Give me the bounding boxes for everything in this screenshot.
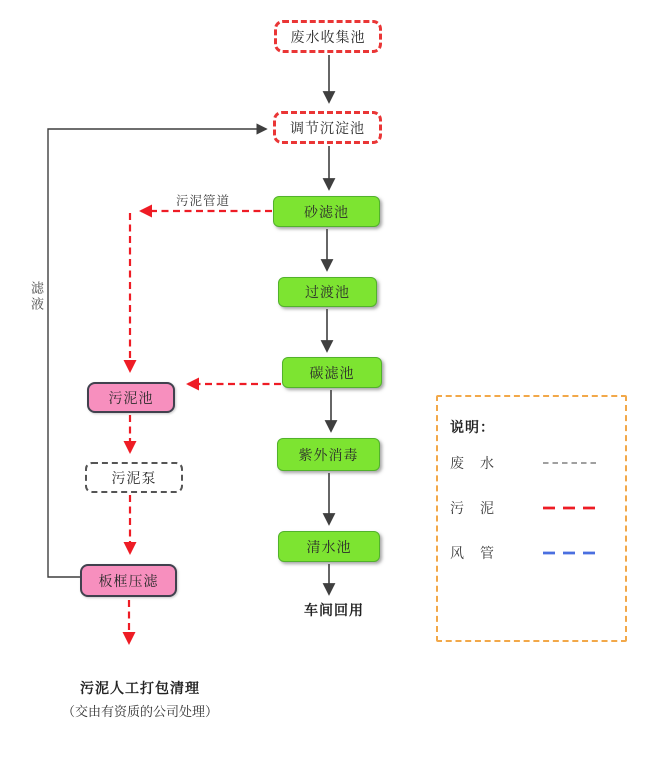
legend-label-wastewater: 废 水 (450, 455, 495, 471)
node-uv-disinfection: 紫外消毒 (277, 438, 380, 471)
legend-label-sludge: 污 泥 (450, 500, 495, 516)
label-filtrate: 滤液 (29, 281, 44, 313)
legend (436, 395, 627, 642)
node-sludge-pump: 污泥泵 (85, 462, 183, 493)
legend-title: 说明： (450, 419, 495, 435)
final-disposal-line2: （交由有资质的公司处理） (61, 704, 218, 719)
legend-item-air-duct (450, 544, 598, 562)
line-filtrate-return (48, 129, 266, 577)
label-workshop-reuse: 车间回用 (304, 602, 364, 618)
label-sludge-pipeline: 污泥管道 (176, 194, 231, 208)
node-plate-frame-filter-press: 板框压滤 (80, 564, 177, 597)
legend-item-wastewater (450, 454, 600, 472)
final-disposal-caption (22, 678, 258, 720)
node-clean-water-pool: 清水池 (278, 531, 380, 562)
legend-swatch-air-duct-line (542, 549, 598, 557)
node-sand-filter-pool: 砂滤池 (273, 196, 380, 227)
final-disposal-line1: 污泥人工打包清理 (80, 680, 200, 696)
legend-label-air-duct: 风 管 (450, 545, 495, 561)
legend-item-sludge (450, 499, 602, 517)
legend-swatch-wastewater-line (542, 459, 600, 467)
node-regulating-sedimentation-pool: 调节沉淀池 (273, 111, 382, 144)
node-transition-pool: 过渡池 (278, 277, 377, 307)
node-sludge-pool: 污泥池 (87, 382, 175, 413)
node-wastewater-collection-pool: 废水收集池 (274, 20, 382, 53)
legend-swatch-sludge-line (542, 504, 602, 512)
node-carbon-filter-pool: 碳滤池 (282, 357, 382, 388)
